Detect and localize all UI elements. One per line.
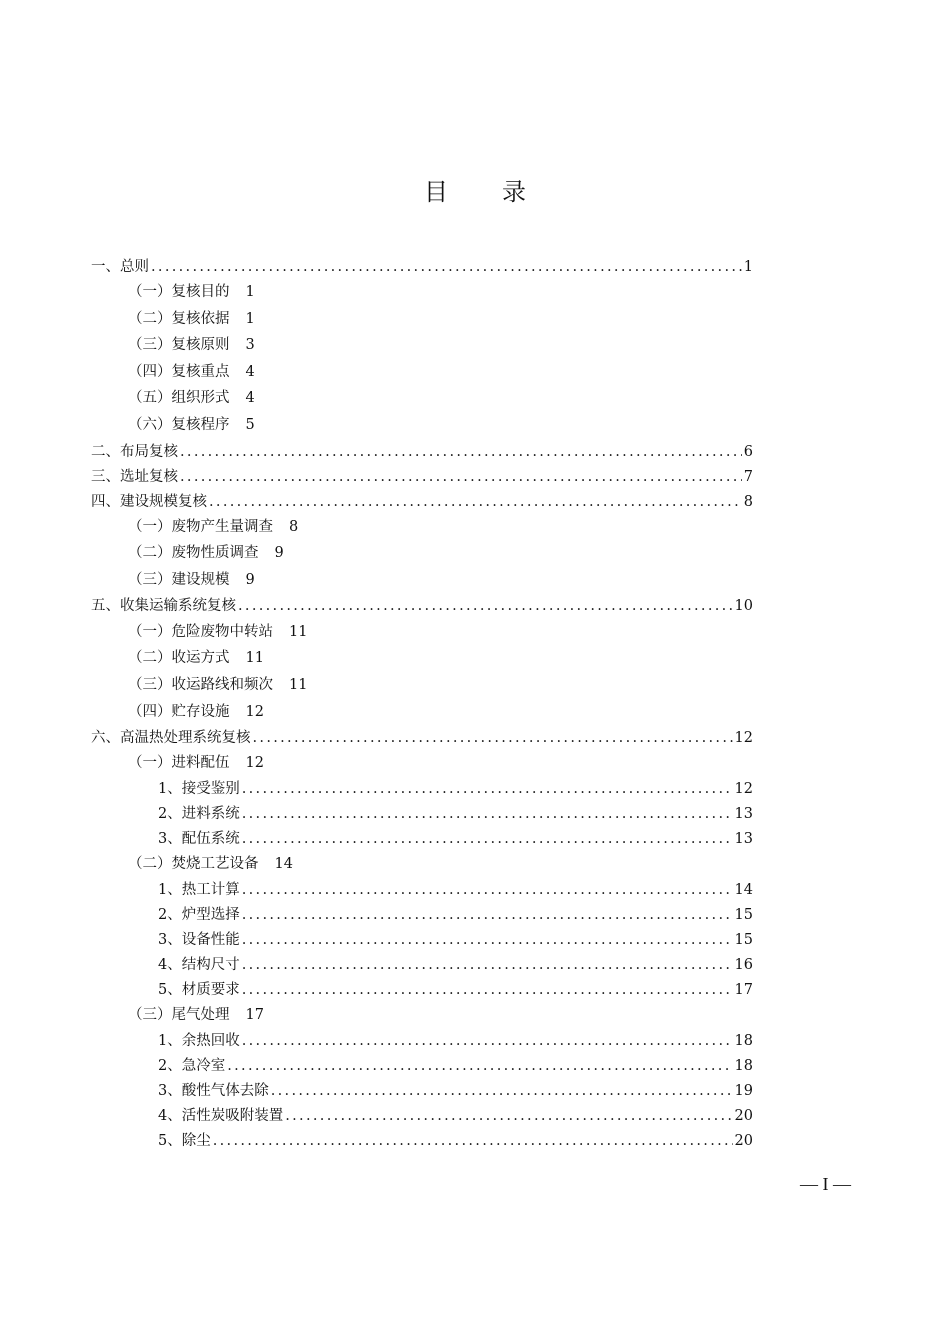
toc-entry-label: （一）危险废物中转站 (128, 624, 273, 640)
toc-entry-label: 1、余热回收 (158, 1033, 240, 1049)
toc-entry[interactable] (128, 360, 255, 384)
toc-entry-page: 19 (734, 1083, 753, 1099)
toc-entry-label: （一）复核目的 (128, 284, 230, 300)
toc-entry-page: 17 (245, 1007, 264, 1023)
toc-entry[interactable] (158, 928, 753, 952)
toc-entry-label: （三）尾气处理 (128, 1007, 230, 1023)
toc-entry-page: 15 (734, 907, 753, 923)
title-char-1: 目 (424, 178, 448, 206)
toc-entry-label: （六）复核程序 (128, 417, 230, 433)
toc-entry-page: 8 (289, 519, 299, 535)
toc-dot-leader (242, 953, 733, 977)
toc-entry-label: 一、总则 (91, 259, 149, 275)
toc-entry[interactable] (158, 1104, 753, 1128)
toc-entry-label: 5、除尘 (158, 1133, 211, 1149)
toc-entry-page: 11 (289, 624, 308, 640)
toc-entry-page: 1 (743, 259, 753, 275)
toc-entry-label: 4、活性炭吸附装置 (158, 1108, 284, 1124)
toc-entry[interactable] (158, 1029, 753, 1053)
title-char-2: 录 (502, 178, 526, 206)
toc-entry-label: 2、急冷室 (158, 1058, 226, 1074)
toc-entry-label: （三）收运路线和频次 (128, 677, 273, 693)
toc-dot-leader (253, 726, 733, 750)
toc-dot-leader (242, 903, 733, 927)
toc-entry-label: 五、收集运输系统复核 (91, 598, 236, 614)
toc-entry-label: （三）建设规模 (128, 572, 230, 588)
toc-entry-page: 18 (734, 1058, 753, 1074)
toc-entry[interactable] (158, 1054, 753, 1078)
toc-entry-page: 14 (734, 882, 753, 898)
page-title (0, 172, 950, 207)
toc-entry[interactable] (128, 700, 264, 724)
toc-entry-label: 2、进料系统 (158, 806, 240, 822)
toc-entry[interactable] (158, 802, 753, 826)
toc-entry-label: 5、材质要求 (158, 982, 240, 998)
toc-entry-page: 11 (289, 677, 308, 693)
toc-entry[interactable] (91, 440, 753, 464)
toc-entry-label: 1、接受鉴别 (158, 781, 240, 797)
toc-entry-label: 六、高温热处理系统复核 (91, 730, 251, 746)
toc-entry-page: 5 (245, 417, 255, 433)
toc-entry[interactable] (128, 280, 255, 304)
toc-entry[interactable] (158, 903, 753, 927)
toc-entry-page: 11 (245, 650, 264, 666)
toc-entry[interactable] (128, 307, 255, 331)
toc-entry[interactable] (158, 1079, 753, 1103)
toc-entry[interactable] (128, 541, 284, 565)
toc-entry-page: 7 (743, 469, 753, 485)
toc-entry-page: 16 (734, 957, 753, 973)
toc-entry-label: 3、设备性能 (158, 932, 240, 948)
toc-entry-page: 6 (743, 444, 753, 460)
toc-entry-label: 四、建设规模复核 (91, 494, 207, 510)
toc-dot-leader (213, 1129, 733, 1153)
toc-entry-label: （四）贮存设施 (128, 704, 230, 720)
toc-entry-page: 20 (734, 1108, 753, 1124)
toc-entry-page: 13 (734, 806, 753, 822)
toc-entry[interactable] (128, 413, 255, 437)
toc-entry[interactable] (158, 978, 753, 1002)
toc-dot-leader (242, 802, 733, 826)
toc-dot-leader (180, 440, 742, 464)
toc-dot-leader (209, 490, 742, 514)
toc-entry-page: 4 (245, 364, 255, 380)
toc-entry[interactable] (158, 777, 753, 801)
toc-entry[interactable] (128, 515, 298, 539)
toc-entry-page: 13 (734, 831, 753, 847)
toc-entry-page: 10 (734, 598, 753, 614)
toc-entry[interactable] (91, 594, 753, 618)
toc-dot-leader (242, 777, 733, 801)
toc-entry-label: （一）废物产生量调查 (128, 519, 273, 535)
toc-entry-label: （二）废物性质调查 (128, 545, 259, 561)
toc-entry-label: （三）复核原则 (128, 337, 230, 353)
toc-entry[interactable] (158, 878, 753, 902)
toc-entry-label: 3、配伍系统 (158, 831, 240, 847)
toc-entry-label: 三、选址复核 (91, 469, 178, 485)
toc-entry-page: 9 (245, 572, 255, 588)
toc-dot-leader (242, 827, 733, 851)
toc-entry[interactable] (91, 465, 753, 489)
toc-dot-leader (285, 1104, 732, 1128)
toc-entry-page: 15 (734, 932, 753, 948)
toc-entry-label: （二）收运方式 (128, 650, 230, 666)
toc-dot-leader (271, 1079, 733, 1103)
toc-entry-label: （二）焚烧工艺设备 (128, 856, 259, 872)
toc-entry[interactable] (158, 953, 753, 977)
toc-entry-label: （四）复核重点 (128, 364, 230, 380)
toc-entry[interactable] (128, 620, 307, 644)
toc-dot-leader (242, 928, 733, 952)
toc-entry[interactable] (128, 333, 255, 357)
toc-entry-page: 9 (274, 545, 284, 561)
toc-entry[interactable] (128, 673, 307, 697)
toc-entry[interactable] (158, 1129, 753, 1153)
toc-entry-page: 3 (245, 337, 255, 353)
toc-entry-page: 14 (274, 856, 293, 872)
toc-dot-leader (227, 1054, 732, 1078)
toc-entry[interactable] (158, 827, 753, 851)
toc-dot-leader (242, 1029, 733, 1053)
toc-dot-leader (238, 594, 733, 618)
toc-entry[interactable] (91, 490, 753, 514)
toc-entry-page: 12 (245, 755, 264, 771)
toc-dot-leader (242, 878, 733, 902)
toc-entry-page: 4 (245, 390, 255, 406)
toc-entry[interactable] (91, 255, 753, 279)
toc-entry-page: 12 (734, 730, 753, 746)
toc-entry-label: 二、布局复核 (91, 444, 178, 460)
toc-entry-page: 1 (245, 284, 255, 300)
toc-entry-label: 4、结构尺寸 (158, 957, 240, 973)
toc-entry-label: （二）复核依据 (128, 311, 230, 327)
toc-dot-leader (151, 255, 742, 279)
toc-entry-label: 2、炉型选择 (158, 907, 240, 923)
toc-entry[interactable] (128, 386, 255, 410)
toc-entry[interactable] (128, 1003, 264, 1027)
toc-entry-page: 20 (734, 1133, 753, 1149)
toc-entry-page: 12 (734, 781, 753, 797)
page-number-footer: — I — (800, 1174, 851, 1194)
toc-entry[interactable] (91, 726, 753, 750)
toc-entry-page: 18 (734, 1033, 753, 1049)
toc-entry[interactable] (128, 646, 264, 670)
toc-entry-page: 17 (734, 982, 753, 998)
toc-entry-label: 1、热工计算 (158, 882, 240, 898)
toc-entry-label: 3、酸性气体去除 (158, 1083, 269, 1099)
toc-dot-leader (180, 465, 742, 489)
toc-entry[interactable] (128, 751, 264, 775)
toc-entry-page: 12 (245, 704, 264, 720)
toc-entry-page: 8 (743, 494, 753, 510)
toc-entry-page: 1 (245, 311, 255, 327)
toc-entry[interactable] (128, 568, 255, 592)
toc-entry-label: （五）组织形式 (128, 390, 230, 406)
toc-entry[interactable] (128, 852, 293, 876)
toc-dot-leader (242, 978, 733, 1002)
toc-entry-label: （一）进料配伍 (128, 755, 230, 771)
